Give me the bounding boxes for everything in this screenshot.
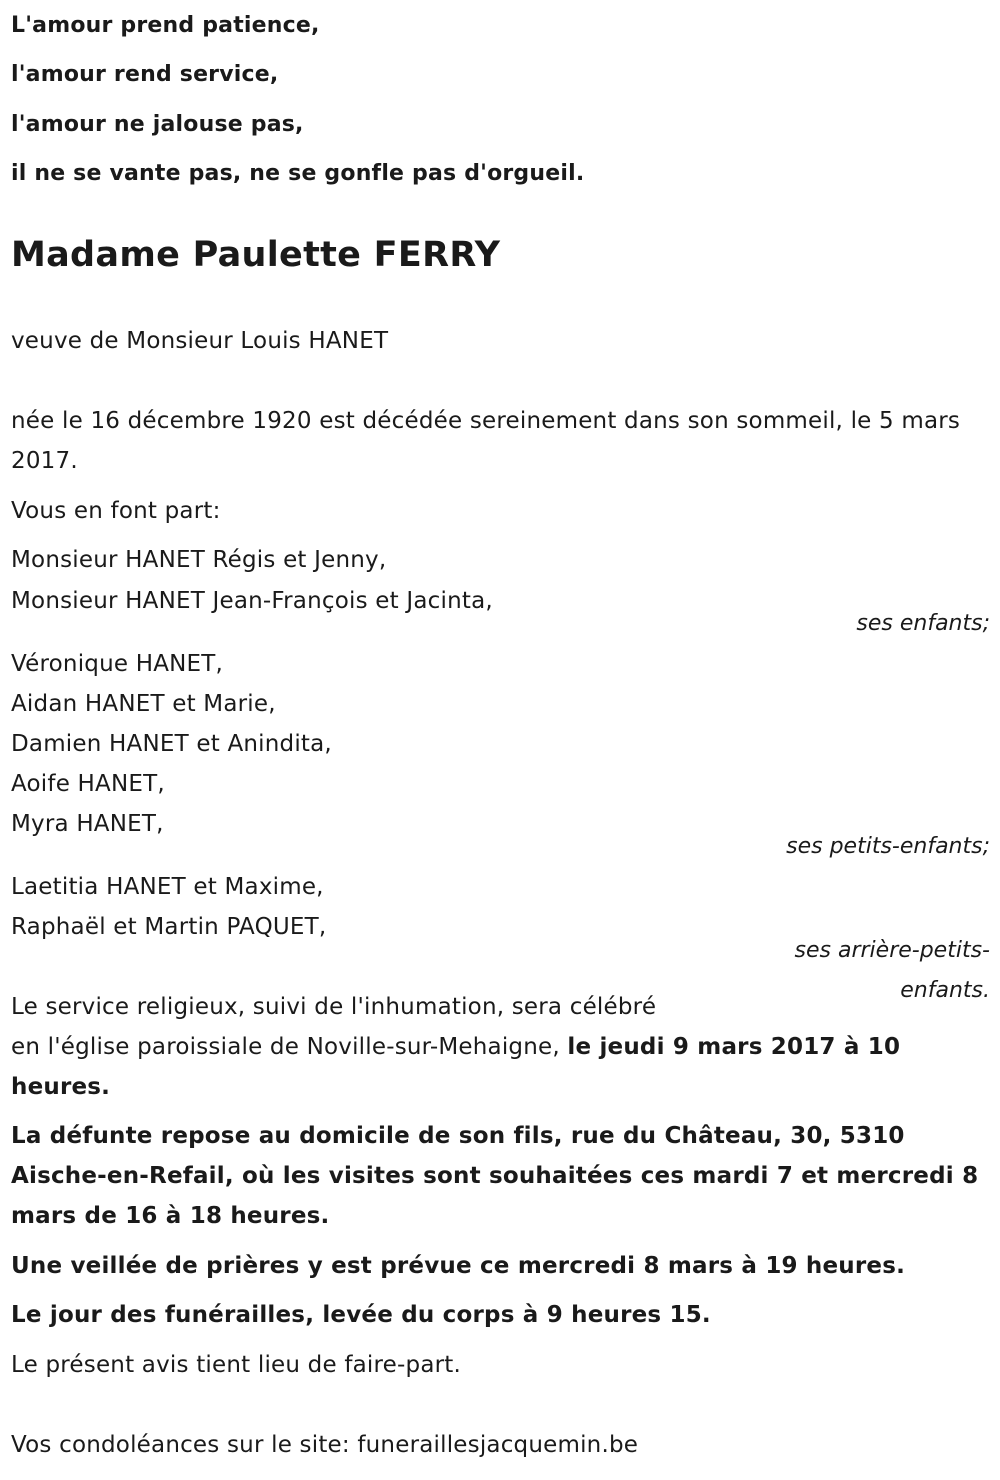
grandchild-name-2: Aidan HANET et Marie, [11,691,276,717]
birth-death-text: née le 16 décembre 1920 est décédée sereinement dans son sommeil, le 5 mars 2017. [11,408,961,474]
great-grandchild-name-2: Raphaël et Martin PAQUET, [11,914,327,940]
service-text-2 [11,1027,986,1107]
poem-line-2: l'amour rend service, [11,62,279,87]
announce-intro: Vous en font part: [11,498,221,524]
child-name-2: Monsieur HANET Jean-François et Jacinta, [11,588,493,614]
service-text-1: Le service religieux, suivi de l'inhumation, sera célébré [11,994,657,1020]
grandchild-name-4: Aoife HANET, [11,771,165,797]
funeral-day-text: Le jour des funérailles, levée du corps à 9 heures 15. [11,1302,711,1328]
grandchild-name-3: Damien HANET et Anindita, [11,731,332,757]
great-grandchild-name-1: Laetitia HANET et Maxime, [11,874,324,900]
poem-line-1: L'amour prend patience, [11,13,320,38]
deceased-name: Madame Paulette FERRY [11,235,501,275]
service-when: le jeudi 9 mars 2017 à 10 heures. [11,1034,901,1100]
poem-line-3: l'amour ne jalouse pas, [11,112,304,137]
grandchild-name-1: Véronique HANET, [11,651,224,677]
service-location: en l'église paroissiale de Noville-sur-Mehaigne, [11,1034,568,1060]
grandchild-name-5: Myra HANET, [11,811,164,837]
poem-line-4: il ne se vante pas, ne se gonfle pas d'orgueil. [11,161,585,186]
children-relation: ses enfants; [856,611,990,636]
great-grandchildren-relation: ses arrière-petits-enfants. [794,938,990,1003]
grandchildren-relation: ses petits-enfants; [786,834,990,859]
repose-text: La défunte repose au domicile de son fils, rue du Château, 30, 5310 Aische-en-Refail, où les visites sont souhaitées ces mardi 7 et mercredi 8 mars de 16 à 18 heures. [11,1123,979,1229]
condolences-text: Vos condoléances sur le site: funeraillesjacquemin.be [11,1432,639,1458]
child-name-1: Monsieur HANET Régis et Jenny, [11,547,387,573]
vigil-text: Une veillée de prières y est prévue ce mercredi 8 mars à 19 heures. [11,1253,906,1279]
notice-text: Le présent avis tient lieu de faire-part. [11,1352,462,1378]
widow-of: veuve de Monsieur Louis HANET [11,328,389,354]
